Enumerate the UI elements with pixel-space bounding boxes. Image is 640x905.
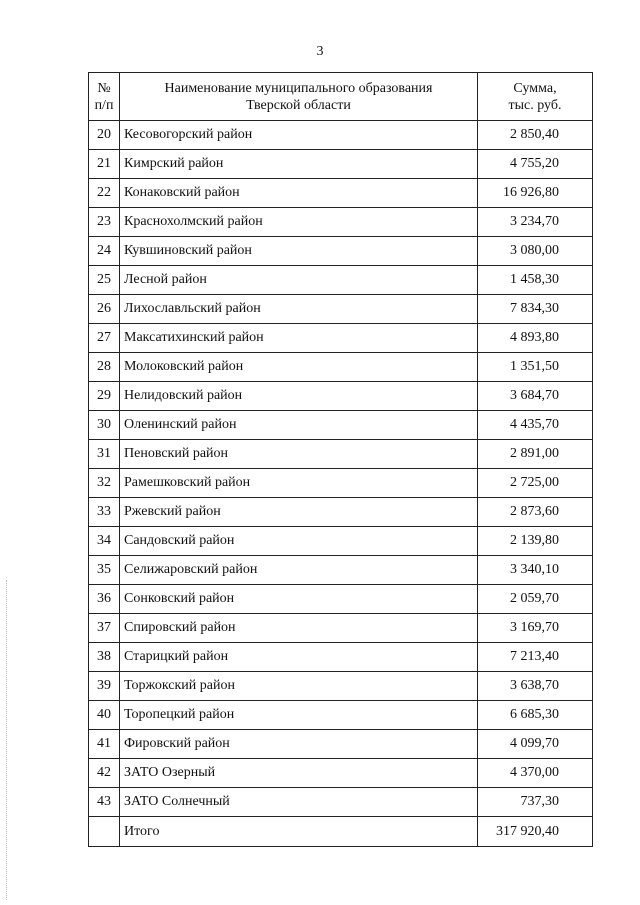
header-num-line-1: № (97, 80, 111, 96)
amount: 2 850,40 (478, 121, 593, 150)
header-name-line-2: Тверской области (246, 97, 351, 113)
table-row (89, 382, 593, 411)
row-number: 34 (89, 527, 120, 556)
amount: 1 458,30 (478, 266, 593, 295)
header-num (89, 73, 120, 121)
municipality-name: Конаковский район (120, 179, 478, 208)
municipality-name: Старицкий район (120, 643, 478, 672)
municipality-name: Селижаровский район (120, 556, 478, 585)
amount: 3 340,10 (478, 556, 593, 585)
municipality-name: Лихославльский район (120, 295, 478, 324)
table-row (89, 672, 593, 701)
municipality-name: Сандовский район (120, 527, 478, 556)
amount: 4 435,70 (478, 411, 593, 440)
row-number: 25 (89, 266, 120, 295)
amount: 4 893,80 (478, 324, 593, 353)
amount: 3 234,70 (478, 208, 593, 237)
row-number: 36 (89, 585, 120, 614)
row-number: 43 (89, 788, 120, 817)
table-row (89, 121, 593, 150)
header-num-line-2: п/п (94, 97, 114, 113)
row-number: 31 (89, 440, 120, 469)
amount: 3 169,70 (478, 614, 593, 643)
table-row (89, 498, 593, 527)
amount: 2 059,70 (478, 585, 593, 614)
amount: 7 834,30 (478, 295, 593, 324)
table-row (89, 440, 593, 469)
table-row (89, 614, 593, 643)
page-number: 3 (316, 44, 324, 59)
table-row (89, 266, 593, 295)
table-row (89, 730, 593, 759)
table-row (89, 527, 593, 556)
amount: 7 213,40 (478, 643, 593, 672)
row-number: 42 (89, 759, 120, 788)
table-row (89, 643, 593, 672)
amount: 4 755,20 (478, 150, 593, 179)
row-number: 40 (89, 701, 120, 730)
table-row (89, 324, 593, 353)
amount: 737,30 (478, 788, 593, 817)
table-row (89, 701, 593, 730)
amount: 16 926,80 (478, 179, 593, 208)
amount: 4 370,00 (478, 759, 593, 788)
municipality-name: Нелидовский район (120, 382, 478, 411)
row-number: 39 (89, 672, 120, 701)
amount: 6 685,30 (478, 701, 593, 730)
budget-table (88, 72, 593, 847)
row-number: 29 (89, 382, 120, 411)
row-number: 27 (89, 324, 120, 353)
scan-margin-artifact (6, 580, 9, 900)
row-number: 21 (89, 150, 120, 179)
row-number: 24 (89, 237, 120, 266)
municipality-name: ЗАТО Солнечный (120, 788, 478, 817)
header-sum-line-1: Сумма, (513, 80, 557, 96)
municipality-name: Лесной район (120, 266, 478, 295)
total-num-cell (89, 817, 120, 847)
table-row (89, 556, 593, 585)
municipality-name: Кимрский район (120, 150, 478, 179)
row-number: 30 (89, 411, 120, 440)
municipality-name: Пеновский район (120, 440, 478, 469)
header-sum-line-2: тыс. руб. (508, 97, 562, 113)
municipality-name: Молоковский район (120, 353, 478, 382)
row-number: 35 (89, 556, 120, 585)
amount: 3 080,00 (478, 237, 593, 266)
municipality-name: Краснохолмский район (120, 208, 478, 237)
row-number: 41 (89, 730, 120, 759)
total-sum: 317 920,40 (478, 817, 593, 847)
municipality-name: Максатихинский район (120, 324, 478, 353)
amount: 2 891,00 (478, 440, 593, 469)
row-number: 26 (89, 295, 120, 324)
municipality-name: Кувшиновский район (120, 237, 478, 266)
total-label: Итого (120, 817, 478, 847)
row-number: 32 (89, 469, 120, 498)
amount: 2 725,00 (478, 469, 593, 498)
table-row (89, 469, 593, 498)
table-body (89, 121, 593, 817)
municipality-name: Кесовогорский район (120, 121, 478, 150)
row-number: 38 (89, 643, 120, 672)
municipality-name: Рамешковский район (120, 469, 478, 498)
table-row (89, 237, 593, 266)
amount: 3 638,70 (478, 672, 593, 701)
municipality-name: Оленинский район (120, 411, 478, 440)
amount: 4 099,70 (478, 730, 593, 759)
municipality-name: Торжокский район (120, 672, 478, 701)
header-sum (478, 73, 593, 121)
table-row (89, 759, 593, 788)
municipality-name: Фировский район (120, 730, 478, 759)
table-row (89, 208, 593, 237)
table-header-row (89, 73, 593, 121)
row-number: 20 (89, 121, 120, 150)
row-number: 28 (89, 353, 120, 382)
total-row (89, 817, 593, 847)
header-name-line-1: Наименование муниципального образования (164, 80, 433, 96)
municipality-name: Спировский район (120, 614, 478, 643)
municipality-name: Торопецкий район (120, 701, 478, 730)
header-name (120, 73, 478, 121)
municipality-name: ЗАТО Озерный (120, 759, 478, 788)
municipality-name: Сонковский район (120, 585, 478, 614)
table-row (89, 179, 593, 208)
amount: 2 139,80 (478, 527, 593, 556)
table-row (89, 585, 593, 614)
amount: 1 351,50 (478, 353, 593, 382)
amount: 3 684,70 (478, 382, 593, 411)
row-number: 23 (89, 208, 120, 237)
table-row (89, 411, 593, 440)
table-row (89, 353, 593, 382)
row-number: 33 (89, 498, 120, 527)
municipality-name: Ржевский район (120, 498, 478, 527)
table-row (89, 150, 593, 179)
table-row (89, 295, 593, 324)
table-row (89, 788, 593, 817)
amount: 2 873,60 (478, 498, 593, 527)
row-number: 22 (89, 179, 120, 208)
row-number: 37 (89, 614, 120, 643)
